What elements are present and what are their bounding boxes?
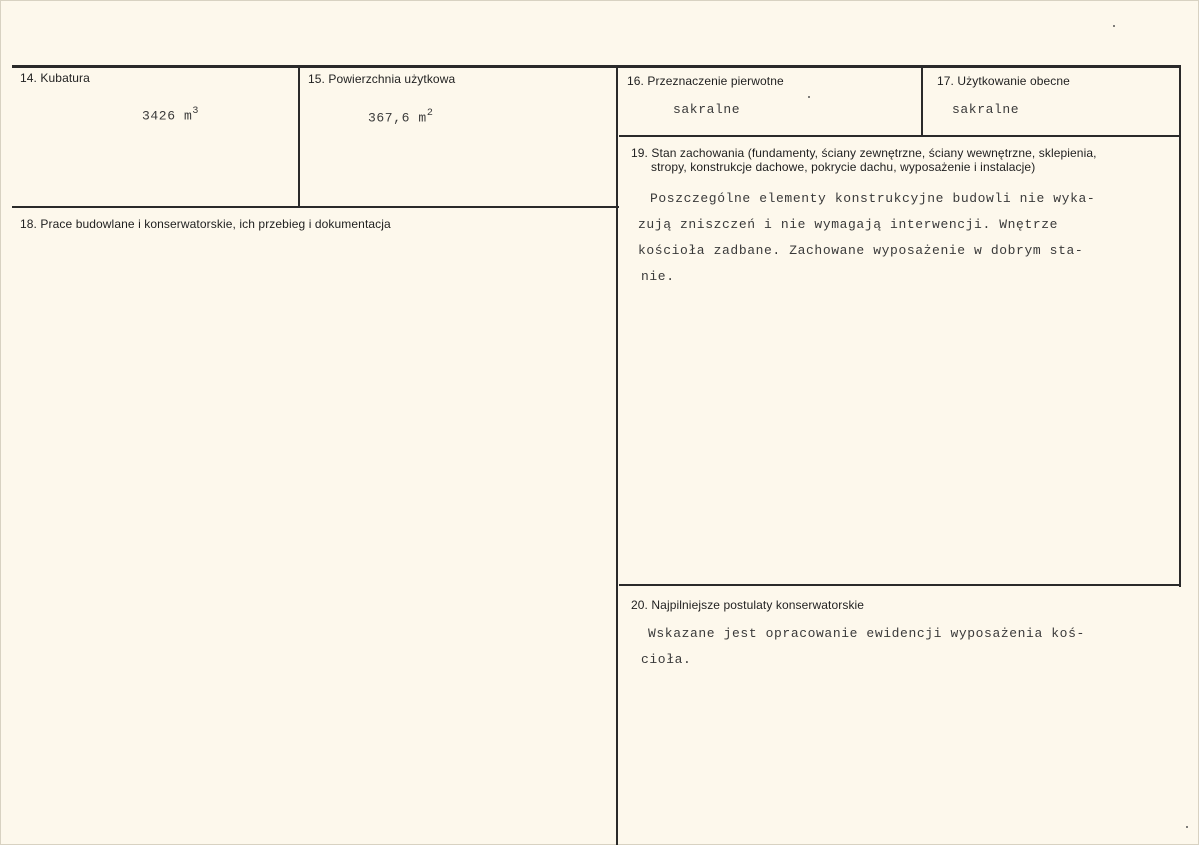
rule-under-16-17 [619, 135, 1181, 137]
powierzchnia-unit-exponent: 2 [426, 108, 434, 119]
field-16-value: sakralne [673, 102, 741, 117]
field-19-line-1: Poszczególne elementy konstrukcyjne budowli nie wyka- [650, 191, 1096, 206]
top-rule [12, 65, 1181, 68]
field-20-label: 20. Najpilniejsze postulaty konserwatorskie [631, 598, 865, 612]
rule-above-20 [619, 584, 1181, 586]
field-18-label: 18. Prace budowlane i konserwatorskie, ich przebieg i dokumentacja [20, 217, 391, 231]
paper-speck [1186, 826, 1188, 828]
field-19-line-3: kościoła zadbane. Zachowane wyposażenie w dobrym sta- [638, 243, 1084, 258]
field-17-label: 17. Użytkowanie obecne [937, 74, 1070, 88]
field-14-label: 14. Kubatura [20, 71, 90, 85]
kubatura-value: 3426 m [142, 108, 193, 124]
field-14-value [142, 100, 199, 129]
right-edge-rule [1179, 66, 1181, 587]
field-17-value: sakralne [952, 102, 1020, 117]
field-19-label-line2: stropy, konstrukcje dachowe, pokrycie dachu, wyposażenie i instalacje) [651, 160, 1036, 174]
field-15-label: 15. Powierzchnia użytkowa [308, 72, 456, 86]
rule-under-14-15 [12, 206, 619, 208]
divider-14-15 [298, 66, 300, 207]
field-19-line-2: zują zniszczeń i nie wymagają interwencji. Wnętrze [638, 217, 1059, 232]
divider-16-17 [921, 66, 923, 136]
powierzchnia-value: 367,6 m [368, 110, 427, 126]
divider-left-right [616, 66, 618, 845]
paper-speck [1113, 25, 1115, 27]
field-20-line-2: cioła. [641, 652, 692, 667]
field-19-line-4: nie. [641, 269, 675, 284]
field-19-label-line1: 19. Stan zachowania (fundamenty, ściany zewnętrzne, ściany wewnętrzne, sklepienia, [631, 146, 1097, 160]
kubatura-unit-exponent: 3 [192, 106, 200, 117]
field-16-label: 16. Przeznaczenie pierwotne [627, 74, 784, 88]
paper-speck [808, 96, 810, 98]
field-20-line-1: Wskazane jest opracowanie ewidencji wyposażenia koś- [648, 626, 1085, 641]
field-15-value [368, 102, 433, 131]
